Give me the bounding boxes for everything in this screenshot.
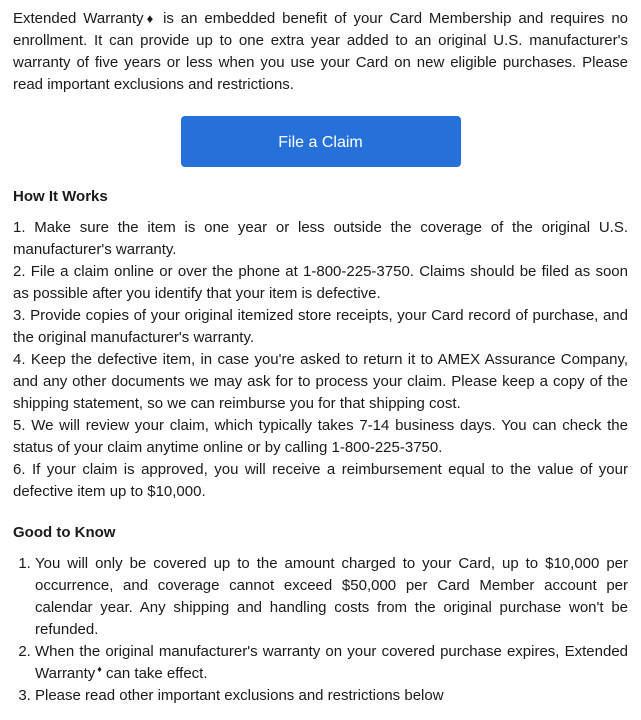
file-claim-button[interactable]: File a Claim [181, 116, 461, 167]
intro-brand: Extended Warranty [13, 10, 144, 27]
how-step: 4. Keep the defective item, in case you're asked to return it to AMEX Assurance Company, and any other documents we may ask for to process your claim. Please keep a copy of the shipping statement, so we can reimburse you for that shipping cost. [13, 351, 628, 412]
good-to-know-item [35, 641, 628, 685]
how-it-works-list [13, 217, 628, 503]
intro-text: is an embedded benefit of your Card Membership and requires no enrollment. It can provide up to one extra year added to an original U.S. manufacturer's warranty of five years or less when you use your Card on new eligible purchases. Please read important exclusions and restrictions. [13, 10, 629, 93]
good-to-know-item [35, 685, 628, 707]
intro-paragraph [13, 8, 628, 96]
how-it-works-heading: How It Works [13, 188, 108, 205]
how-step: 2. File a claim online or over the phone at 1-800-225-3750. Claims should be filed as soon as possible after you identify that your item is defective. [13, 263, 628, 302]
good-item-text: Please read other important exclusions and restrictions below [35, 687, 444, 704]
claim-button-wrap [13, 116, 628, 167]
how-step: 5. We will review your claim, which typically takes 7-14 business days. You can check the status of your claim anytime online or by calling 1-800-225-3750. [13, 417, 628, 456]
good-item-text: When the original manufacturer's warranty on your covered purchase expires, Extended Warranty [35, 643, 628, 682]
good-to-know-heading: Good to Know [13, 524, 116, 541]
good-to-know-list [13, 553, 628, 707]
how-step: 1. Make sure the item is one year or less outside the coverage of the original U.S. manufacturer's warranty. [13, 219, 628, 258]
how-step: 3. Provide copies of your original itemized store receipts, your Card record of purchase, and the original manufacturer's warranty. [13, 307, 628, 346]
good-item-text: You will only be covered up to the amount charged to your Card, up to $10,000 per occurrence, and coverage cannot exceed $50,000 per Card Member account per calendar year. Any shipping and handling costs from the original purchase won't be refunded. [35, 555, 628, 638]
good-to-know-item [35, 553, 628, 641]
diamond-icon: ♦ [97, 664, 102, 674]
good-item-suffix: can take effect. [101, 665, 208, 682]
how-step: 6. If your claim is approved, you will receive a reimbursement equal to the value of your defective item up to $10,000. [13, 461, 628, 500]
diamond-icon: ♦ [146, 11, 154, 26]
